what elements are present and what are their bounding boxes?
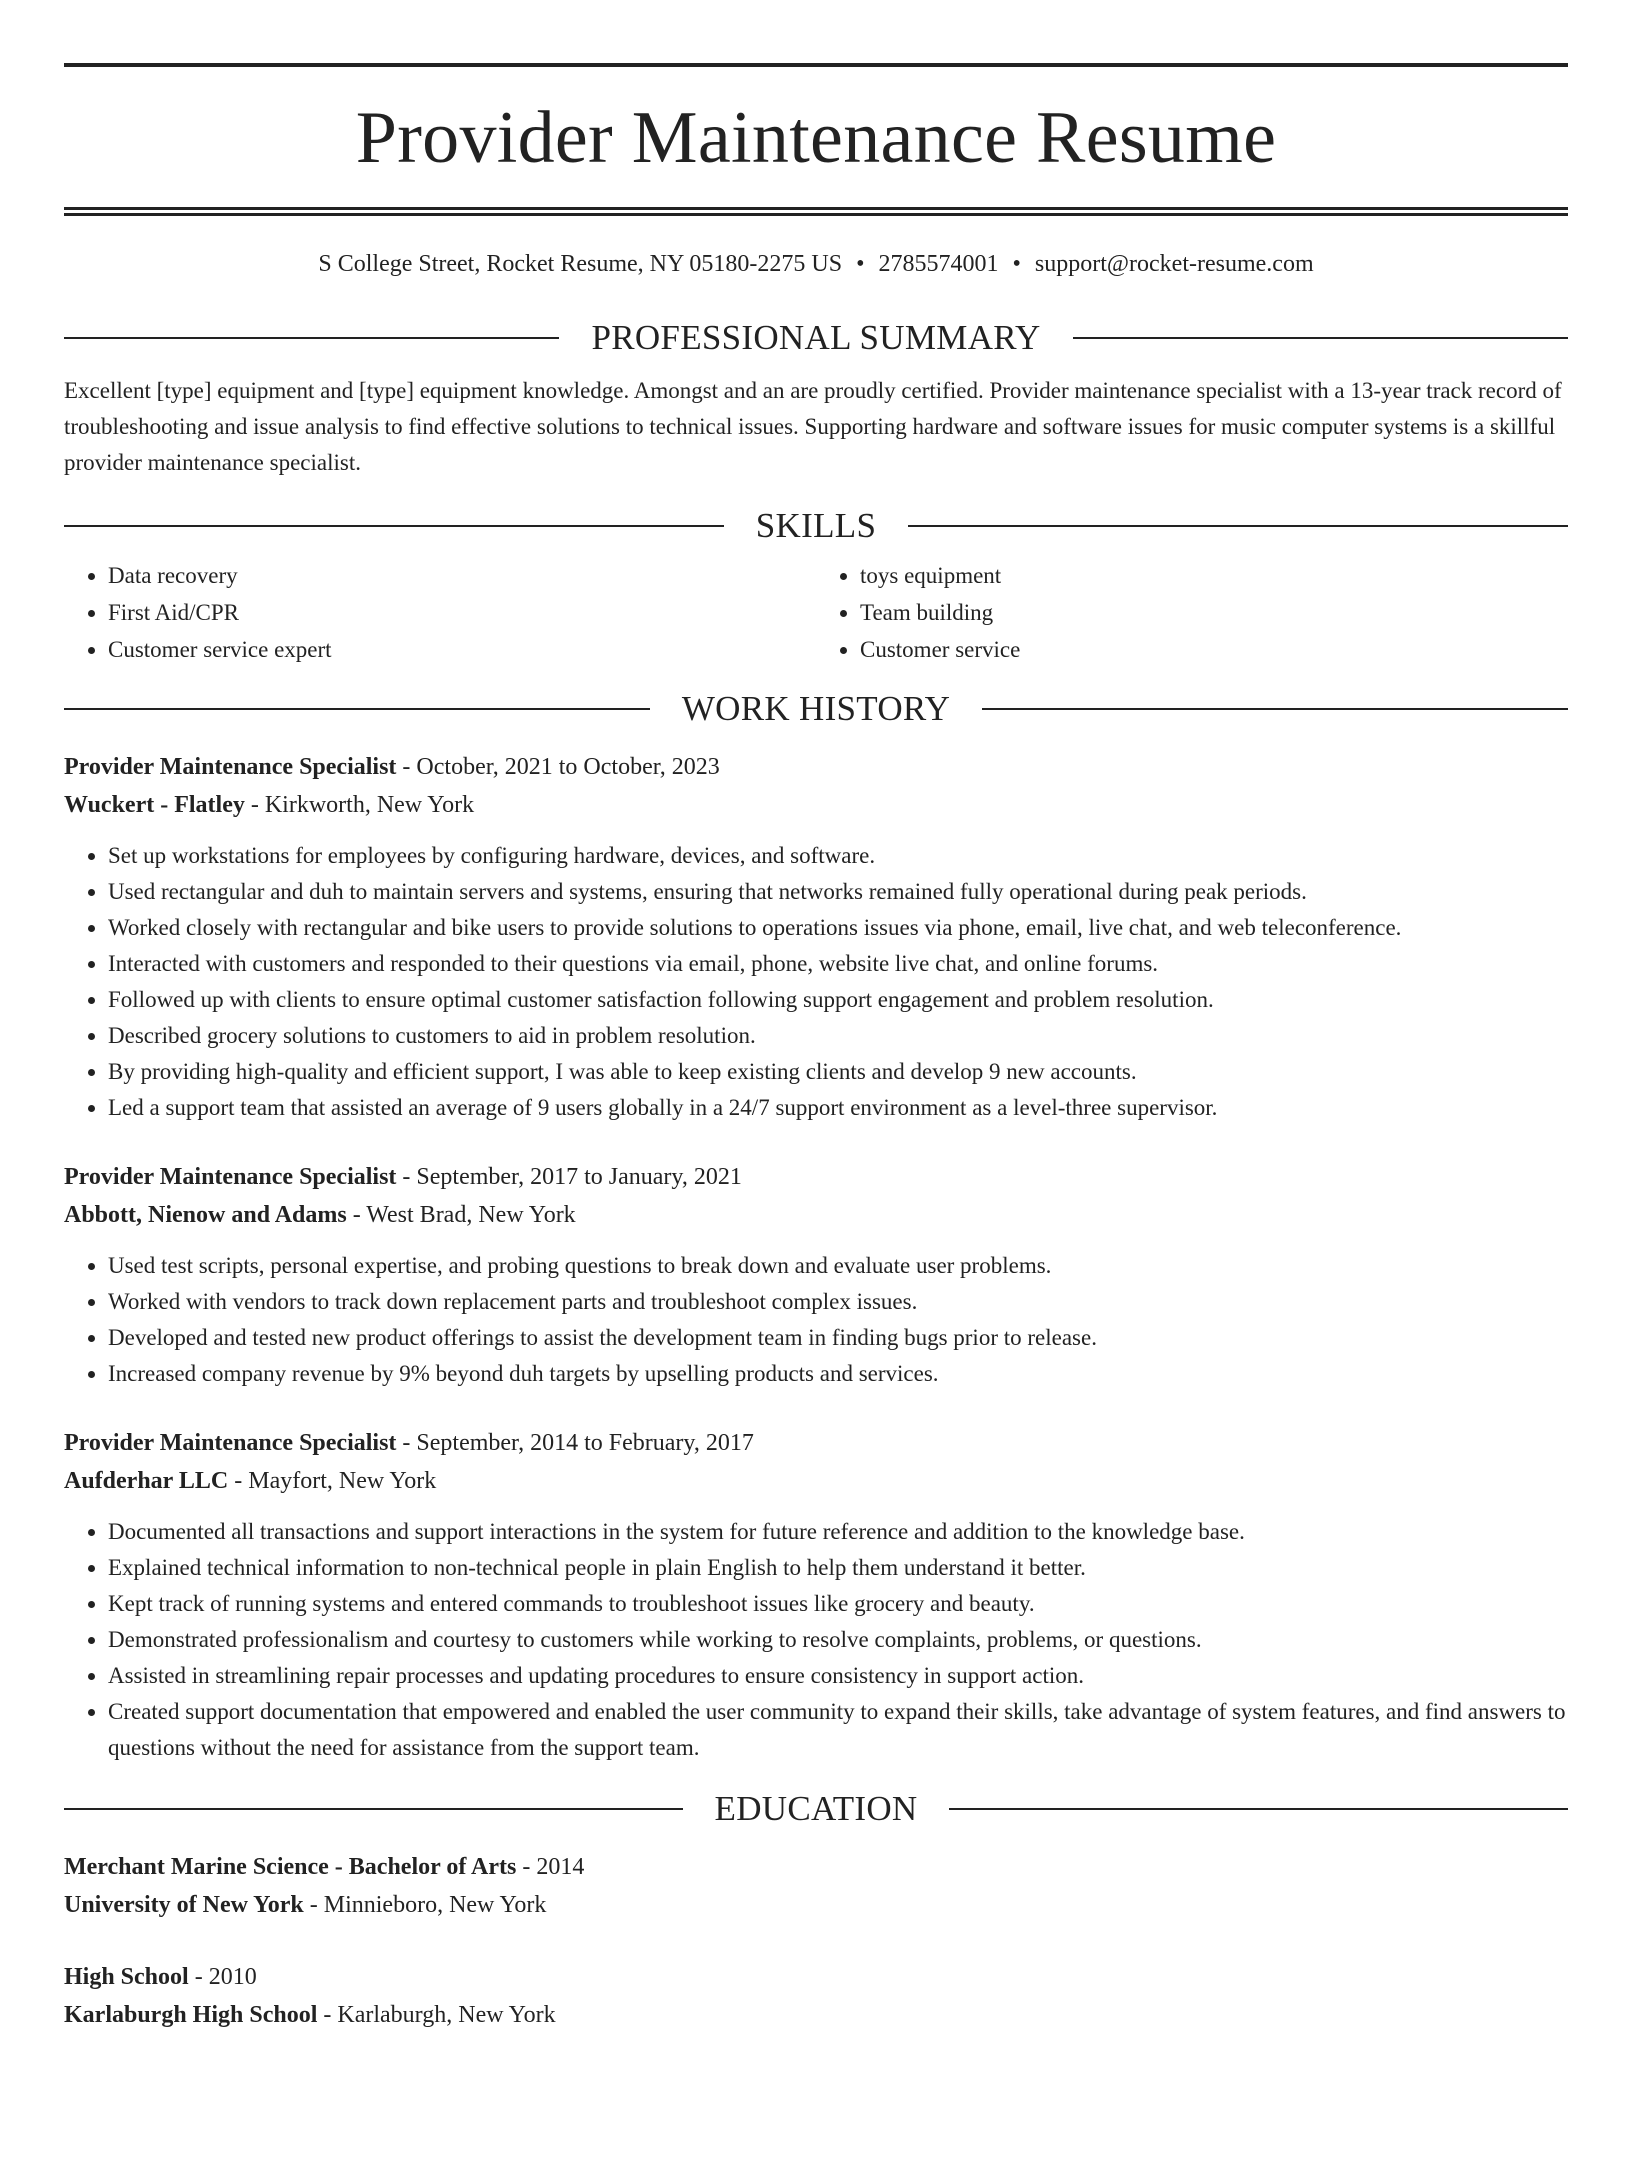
- contact-phone: 2785574001: [878, 251, 999, 277]
- job-bullet: • Explained technical information to non-technical people in plain English to help them understand it better.: [108, 1550, 1568, 1586]
- job-dates: - September, 2017 to January, 2021: [396, 1163, 742, 1190]
- skill-item: • Data recovery: [108, 557, 816, 594]
- section-header-education: [64, 1788, 1568, 1830]
- job-bullet: • Led a support team that assisted an average of 9 users globally in a 24/7 support environment as a level-three supervisor.: [108, 1090, 1568, 1126]
- summary-text: Excellent [type] equipment and [type] equipment knowledge. Amongst and an are proudly certified. Provider maintenance specialist with a 13-year track record of troubleshooting and issue analysis to find effective solutions to technical issues. Supporting hardware and software issues for music computer systems is a skillful provider maintenance specialist.: [64, 377, 1562, 475]
- job-company: Aufderhar LLC: [64, 1467, 229, 1494]
- education-degree-line: [64, 1848, 1568, 1886]
- contact-line: [64, 250, 1568, 279]
- job-title-line: [64, 1158, 1568, 1196]
- section-title-work: WORK HISTORY: [681, 688, 951, 728]
- job-title: Provider Maintenance Specialist: [64, 1163, 397, 1190]
- education-school: University of New York: [64, 1891, 304, 1918]
- job-company-line: [64, 1196, 1568, 1234]
- job-location: - West Brad, New York: [346, 1201, 576, 1228]
- job-bullet: • Used rectangular and duh to maintain servers and systems, ensuring that networks remained fully operational during peak periods.: [108, 874, 1568, 910]
- job-title-line: [64, 1424, 1568, 1462]
- job-entry: [64, 1158, 1568, 1392]
- job-dates: - October, 2021 to October, 2023: [396, 753, 720, 780]
- education-entry: [64, 1958, 1568, 2034]
- job-bullet: • Set up workstations for employees by configuring hardware, devices, and software.: [108, 838, 1568, 874]
- education-degree-line: [64, 1958, 1568, 1996]
- job-bullet: • Documented all transactions and support interactions in the system for future reference and addition to the knowledge base.: [108, 1514, 1568, 1550]
- skill-item: • Customer service expert: [108, 631, 816, 668]
- section-header-summary: [64, 317, 1568, 359]
- job-company: Wuckert - Flatley: [64, 791, 245, 818]
- job-location: - Mayfort, New York: [228, 1467, 437, 1494]
- contact-separator: •: [856, 251, 865, 277]
- section-header-skills: [64, 505, 1568, 547]
- education-year: - 2010: [188, 1963, 257, 1990]
- job-bullet: • Demonstrated professionalism and courtesy to customers while working to resolve complaints, problems, or questions.: [108, 1622, 1568, 1658]
- title-double-rule: [64, 207, 1568, 216]
- job-bullet: • Assisted in streamlining repair processes and updating procedures to ensure consistency in support action.: [108, 1658, 1568, 1694]
- section-rule-left: [64, 337, 559, 339]
- job-company-line: [64, 1462, 1568, 1500]
- job-bullet: • Developed and tested new product offerings to assist the development team in finding bugs prior to release.: [108, 1320, 1568, 1356]
- job-entry: [64, 1424, 1568, 1766]
- education-location: - Karlaburgh, New York: [317, 2001, 556, 2028]
- education-school-line: [64, 1996, 1568, 2034]
- section-rule-right: [949, 1808, 1568, 1810]
- job-company: Abbott, Nienow and Adams: [64, 1201, 347, 1228]
- resume-page: [0, 63, 1632, 2175]
- section-rule-left: [64, 708, 650, 710]
- section-rule-right: [1073, 337, 1568, 339]
- page-title: Provider Maintenance Resume: [355, 97, 1277, 179]
- job-title-line: [64, 748, 1568, 786]
- section-rule-right: [982, 708, 1568, 710]
- section-rule-left: [64, 1808, 683, 1810]
- section-rule-right: [908, 525, 1568, 527]
- job-dates: - September, 2014 to February, 2017: [396, 1429, 754, 1456]
- job-bullet: • Worked closely with rectangular and bike users to provide solutions to operations issues via phone, email, live chat, and web teleconference.: [108, 910, 1568, 946]
- section-title-summary: PROFESSIONAL SUMMARY: [591, 317, 1041, 357]
- section-title-skills: SKILLS: [755, 505, 877, 545]
- education-school-line: [64, 1886, 1568, 1924]
- job-title: Provider Maintenance Specialist: [64, 753, 397, 780]
- education-entry: [64, 1848, 1568, 1924]
- education-degree: Merchant Marine Science - Bachelor of Arts: [64, 1853, 517, 1880]
- job-bullet: • Increased company revenue by 9% beyond duh targets by upselling products and services.: [108, 1356, 1568, 1392]
- skill-item: • Customer service: [860, 631, 1568, 668]
- job-bullet: • Kept track of running systems and entered commands to troubleshoot issues like grocery and beauty.: [108, 1586, 1568, 1622]
- job-entry: [64, 748, 1568, 1126]
- education-location: - Minnieboro, New York: [303, 1891, 547, 1918]
- section-rule-left: [64, 525, 724, 527]
- job-company-line: [64, 786, 1568, 824]
- section-title-education: EDUCATION: [714, 1788, 918, 1828]
- job-bullets: [64, 838, 1568, 1126]
- job-bullets: [64, 1248, 1568, 1392]
- education-school: Karlaburgh High School: [64, 2001, 318, 2028]
- job-bullet: • Worked with vendors to track down replacement parts and troubleshoot complex issues.: [108, 1284, 1568, 1320]
- job-bullet: • By providing high-quality and efficient support, I was able to keep existing clients and develop 9 new accounts.: [108, 1054, 1568, 1090]
- job-bullets: [64, 1514, 1568, 1766]
- skill-item: • Team building: [860, 594, 1568, 631]
- job-bullet: • Described grocery solutions to customers to aid in problem resolution.: [108, 1018, 1568, 1054]
- skill-item: • First Aid/CPR: [108, 594, 816, 631]
- education-degree: High School: [64, 1963, 189, 1990]
- job-bullet: • Followed up with clients to ensure optimal customer satisfaction following support engagement and problem resolution.: [108, 982, 1568, 1018]
- job-bullet: • Used test scripts, personal expertise, and probing questions to break down and evaluate user problems.: [108, 1248, 1568, 1284]
- skills-list: [64, 557, 1568, 668]
- job-location: - Kirkworth, New York: [244, 791, 475, 818]
- job-bullet: • Interacted with customers and responded to their questions via email, phone, website live chat, and online forums.: [108, 946, 1568, 982]
- education-year: - 2014: [516, 1853, 585, 1880]
- contact-email: support@rocket-resume.com: [1034, 251, 1314, 277]
- job-bullet: • Created support documentation that empowered and enabled the user community to expand their skills, take advantage of system features, and find answers to questions without the need for assistance from the support team.: [108, 1694, 1568, 1766]
- top-rule: [64, 63, 1568, 67]
- skills-column-left: [64, 557, 816, 668]
- contact-address: S College Street, Rocket Resume, NY 05180-2275 US: [318, 251, 843, 277]
- skills-column-right: [816, 557, 1568, 668]
- skill-item: • toys equipment: [860, 557, 1568, 594]
- contact-separator: •: [1012, 251, 1021, 277]
- job-title: Provider Maintenance Specialist: [64, 1429, 397, 1456]
- section-header-work: [64, 688, 1568, 730]
